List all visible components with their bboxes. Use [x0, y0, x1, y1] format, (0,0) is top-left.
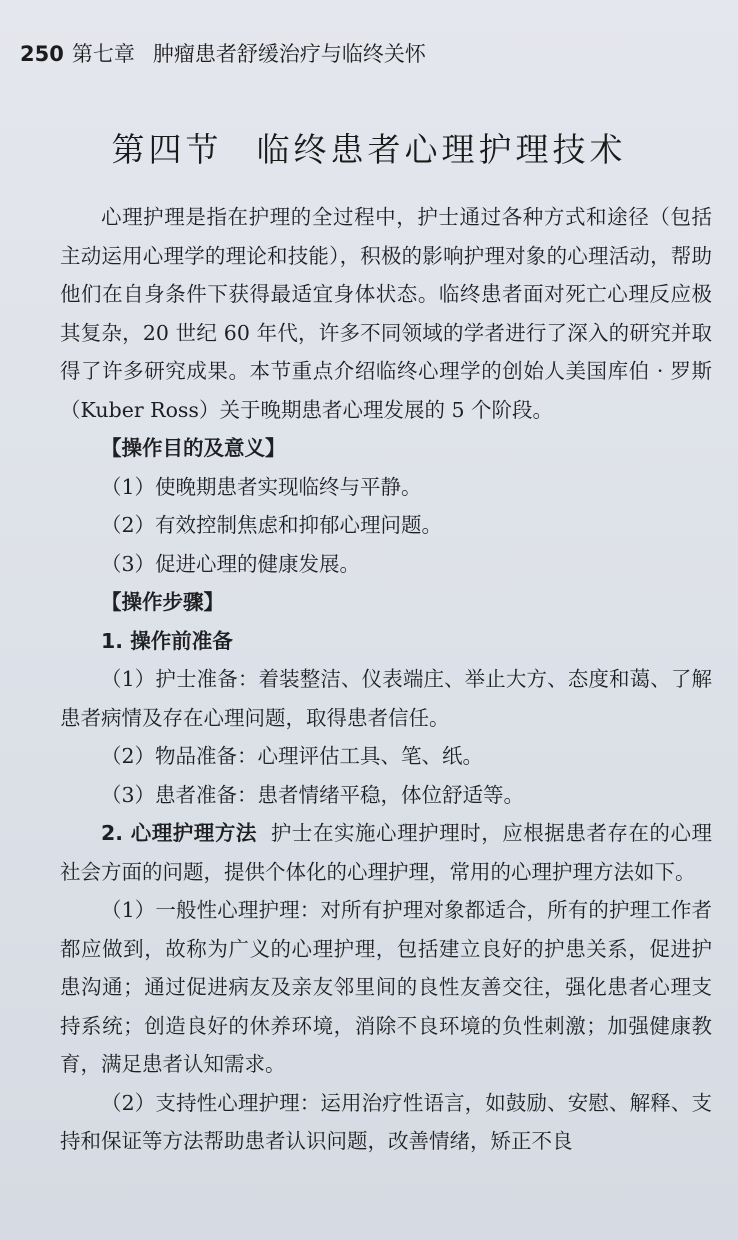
- method-item: （1）一般性心理护理：对所有护理对象都适合，所有的护理工作者都应做到，故称为广义的心理护理，包括建立良好的护患关系，促进护患沟通；通过促进病友及亲友邻里间的良性友善交往，强化患者心理支持系统；创造良好的休养环境，消除不良环境的负性刺激；加强健康教育，满足患者认知需求。: [60, 898, 712, 1076]
- method-paragraph: [60, 814, 712, 891]
- prep-item: （3）患者准备：患者情绪平稳，体位舒适等。: [101, 782, 525, 807]
- prep-item: （1）护士准备：着装整洁、仪表端庄、举止大方、态度和蔼、了解患者病情及存在心理问题，取得患者信任。: [60, 667, 712, 730]
- section-heading: 临终患者心理护理技术: [256, 130, 627, 169]
- purpose-item: （3）促进心理的健康发展。: [101, 551, 361, 576]
- prep-heading: 1. 操作前准备: [101, 628, 233, 653]
- purpose-item: （1）使晚期患者实现临终与平静。: [101, 474, 422, 499]
- purpose-item: （2）有效控制焦虑和抑郁心理问题。: [101, 513, 443, 537]
- method-item: （2）支持性心理护理：运用治疗性语言，如鼓励、安慰、解释、支持和保证等方法帮助患者认识问题，改善情绪，矫正不良: [60, 1090, 712, 1153]
- section-label: 第四节: [111, 130, 223, 169]
- body-text: [60, 198, 712, 1161]
- purpose-heading: 【操作目的及意义】: [101, 436, 286, 460]
- chapter-label: 第七章: [71, 42, 135, 66]
- chapter-title: 肿瘤患者舒缓治疗与临终关怀: [152, 42, 426, 66]
- intro-paragraph: 心理护理是指在护理的全过程中，护士通过各种方式和途径（包括主动运用心理学的理论和技能），积极的影响护理对象的心理活动，帮助他们在自身条件下获得最适宜身体状态。临终患者面对死亡心理反应极其复杂，20 世纪 60 年代，许多不同领域的学者进行了深入的研究并取得了许多研究成果。本节重点介绍临终心理学的创始人美国库伯 · 罗斯（Kuber Ross）关于晚期患者心理发展的 5 个阶段。: [60, 205, 712, 422]
- steps-heading: 【操作步骤】: [101, 590, 224, 614]
- method-text: 护士在实施心理护理时，应根据患者存在的心理社会方面的问题，提供个体化的心理护理，常用的心理护理方法如下。: [60, 821, 712, 884]
- method-heading: 2. 心理护理方法: [101, 821, 257, 845]
- section-title: [0, 124, 738, 171]
- prep-item: （2）物品准备：心理评估工具、笔、纸。: [101, 744, 484, 768]
- page-number: 250: [20, 42, 64, 66]
- running-header: [20, 38, 426, 68]
